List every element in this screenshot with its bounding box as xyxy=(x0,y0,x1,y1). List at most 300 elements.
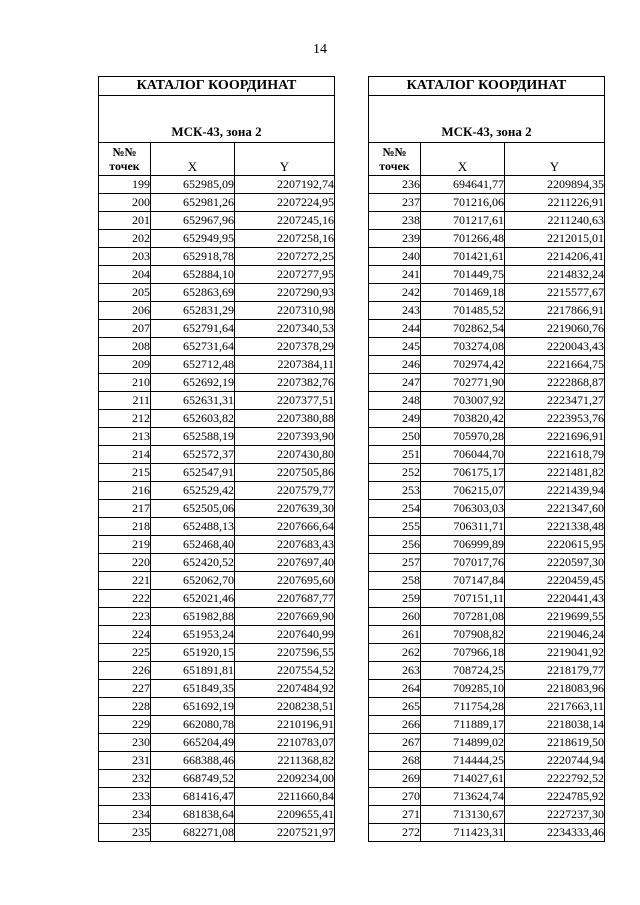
y-coordinate-cell: 2220615,95 xyxy=(505,536,605,554)
table-row xyxy=(99,752,335,770)
point-number-cell: 240 xyxy=(369,248,421,266)
y-coordinate-cell: 2207380,88 xyxy=(235,410,335,428)
header-num-word: точек xyxy=(109,159,140,173)
coordinate-catalog-table-right xyxy=(368,76,605,842)
y-coordinate-cell: 2207192,74 xyxy=(235,176,335,194)
y-coordinate-cell: 2223471,27 xyxy=(505,392,605,410)
y-coordinate-cell: 2207505,86 xyxy=(235,464,335,482)
y-coordinate-cell: 2209234,00 xyxy=(235,770,335,788)
point-number-cell: 220 xyxy=(99,554,151,572)
point-number-cell: 245 xyxy=(369,338,421,356)
table-row xyxy=(369,662,605,680)
y-coordinate-cell: 2207277,95 xyxy=(235,266,335,284)
x-coordinate-cell: 651849,35 xyxy=(151,680,235,698)
x-coordinate-cell: 652981,26 xyxy=(151,194,235,212)
table-row xyxy=(99,608,335,626)
x-coordinate-cell: 652547,91 xyxy=(151,464,235,482)
point-number-cell: 238 xyxy=(369,212,421,230)
y-coordinate-cell: 2207272,25 xyxy=(235,248,335,266)
table-row xyxy=(369,464,605,482)
x-coordinate-cell: 706044,70 xyxy=(421,446,505,464)
header-num-symbol: №№ xyxy=(112,145,137,159)
point-number-cell: 239 xyxy=(369,230,421,248)
y-coordinate-cell: 2218619,50 xyxy=(505,734,605,752)
point-number-cell: 206 xyxy=(99,302,151,320)
y-coordinate-cell: 2207258,16 xyxy=(235,230,335,248)
x-coordinate-cell: 711423,31 xyxy=(421,824,505,842)
table-row xyxy=(99,482,335,500)
table-row xyxy=(369,266,605,284)
y-coordinate-cell: 2209894,35 xyxy=(505,176,605,194)
table-row xyxy=(369,752,605,770)
x-coordinate-cell: 701485,52 xyxy=(421,302,505,320)
table-row xyxy=(99,662,335,680)
x-coordinate-cell: 707017,76 xyxy=(421,554,505,572)
page-number: 14 xyxy=(313,42,327,57)
table-row xyxy=(369,644,605,662)
table-row xyxy=(99,446,335,464)
x-coordinate-cell: 706311,71 xyxy=(421,518,505,536)
x-coordinate-cell: 681416,47 xyxy=(151,788,235,806)
point-number-cell: 218 xyxy=(99,518,151,536)
x-coordinate-cell: 694641,77 xyxy=(421,176,505,194)
point-number-cell: 226 xyxy=(99,662,151,680)
y-coordinate-cell: 2207224,95 xyxy=(235,194,335,212)
catalog-title: КАТАЛОГ КООРДИНАТ xyxy=(369,77,605,96)
x-coordinate-cell: 651953,24 xyxy=(151,626,235,644)
y-coordinate-cell: 2207384,11 xyxy=(235,356,335,374)
point-number-cell: 234 xyxy=(99,806,151,824)
table-row xyxy=(99,716,335,734)
table-row xyxy=(369,320,605,338)
x-coordinate-cell: 714027,61 xyxy=(421,770,505,788)
y-coordinate-cell: 2207554,52 xyxy=(235,662,335,680)
table-row xyxy=(369,680,605,698)
x-coordinate-cell: 652468,40 xyxy=(151,536,235,554)
point-number-cell: 199 xyxy=(99,176,151,194)
x-coordinate-cell: 651891,81 xyxy=(151,662,235,680)
table-row xyxy=(369,482,605,500)
x-coordinate-cell: 652731,64 xyxy=(151,338,235,356)
y-coordinate-cell: 2211240,63 xyxy=(505,212,605,230)
point-number-cell: 208 xyxy=(99,338,151,356)
table-row xyxy=(99,428,335,446)
point-number-cell: 232 xyxy=(99,770,151,788)
y-coordinate-cell: 2221338,48 xyxy=(505,518,605,536)
point-number-cell: 236 xyxy=(369,176,421,194)
coordinate-system-label: МСК-43, зона 2 xyxy=(369,96,605,143)
point-number-cell: 242 xyxy=(369,284,421,302)
table-row xyxy=(369,194,605,212)
y-coordinate-cell: 2220459,45 xyxy=(505,572,605,590)
table-row xyxy=(369,212,605,230)
table-row xyxy=(369,572,605,590)
y-coordinate-cell: 2207640,99 xyxy=(235,626,335,644)
table-row xyxy=(369,302,605,320)
point-number-cell: 270 xyxy=(369,788,421,806)
y-coordinate-cell: 2207669,90 xyxy=(235,608,335,626)
y-coordinate-cell: 2207382,76 xyxy=(235,374,335,392)
x-coordinate-cell: 652985,09 xyxy=(151,176,235,194)
table-row xyxy=(369,824,605,842)
point-number-cell: 230 xyxy=(99,734,151,752)
x-coordinate-cell: 706215,07 xyxy=(421,482,505,500)
y-coordinate-cell: 2207393,90 xyxy=(235,428,335,446)
x-coordinate-cell: 652062,70 xyxy=(151,572,235,590)
point-number-cell: 216 xyxy=(99,482,151,500)
x-coordinate-cell: 714899,02 xyxy=(421,734,505,752)
point-number-cell: 200 xyxy=(99,194,151,212)
point-number-cell: 264 xyxy=(369,680,421,698)
x-coordinate-cell: 707908,82 xyxy=(421,626,505,644)
y-coordinate-cell: 2218083,96 xyxy=(505,680,605,698)
y-coordinate-cell: 2227237,30 xyxy=(505,806,605,824)
point-number-cell: 233 xyxy=(99,788,151,806)
x-coordinate-cell: 652831,29 xyxy=(151,302,235,320)
y-coordinate-cell: 2210783,07 xyxy=(235,734,335,752)
table-row xyxy=(99,302,335,320)
y-coordinate-cell: 2220597,30 xyxy=(505,554,605,572)
point-number-cell: 204 xyxy=(99,266,151,284)
point-number-cell: 205 xyxy=(99,284,151,302)
table-row xyxy=(99,500,335,518)
y-coordinate-cell: 2207377,51 xyxy=(235,392,335,410)
y-coordinate-cell: 2211368,82 xyxy=(235,752,335,770)
y-coordinate-cell: 2217866,91 xyxy=(505,302,605,320)
x-coordinate-cell: 711754,28 xyxy=(421,698,505,716)
table-row xyxy=(99,554,335,572)
point-number-cell: 252 xyxy=(369,464,421,482)
point-number-cell: 207 xyxy=(99,320,151,338)
point-number-cell: 225 xyxy=(99,644,151,662)
x-coordinate-cell: 668388,46 xyxy=(151,752,235,770)
y-coordinate-cell: 2207666,64 xyxy=(235,518,335,536)
y-coordinate-cell: 2207378,29 xyxy=(235,338,335,356)
point-number-cell: 241 xyxy=(369,266,421,284)
x-coordinate-cell: 651920,15 xyxy=(151,644,235,662)
x-coordinate-cell: 681838,64 xyxy=(151,806,235,824)
x-coordinate-cell: 702771,90 xyxy=(421,374,505,392)
x-coordinate-cell: 652505,06 xyxy=(151,500,235,518)
x-coordinate-cell: 652631,31 xyxy=(151,392,235,410)
x-coordinate-cell: 652529,42 xyxy=(151,482,235,500)
point-number-cell: 227 xyxy=(99,680,151,698)
point-number-cell: 243 xyxy=(369,302,421,320)
point-number-cell: 253 xyxy=(369,482,421,500)
point-number-cell: 212 xyxy=(99,410,151,428)
point-number-cell: 262 xyxy=(369,644,421,662)
y-coordinate-cell: 2220744,94 xyxy=(505,752,605,770)
y-coordinate-cell: 2221481,82 xyxy=(505,464,605,482)
y-coordinate-cell: 2221696,91 xyxy=(505,428,605,446)
y-coordinate-cell: 2207245,16 xyxy=(235,212,335,230)
y-coordinate-cell: 2211226,91 xyxy=(505,194,605,212)
table-row xyxy=(99,374,335,392)
x-coordinate-cell: 706999,89 xyxy=(421,536,505,554)
table-row xyxy=(99,734,335,752)
point-number-cell: 250 xyxy=(369,428,421,446)
x-coordinate-cell: 651982,88 xyxy=(151,608,235,626)
table-row xyxy=(369,374,605,392)
y-coordinate-cell: 2207290,93 xyxy=(235,284,335,302)
table-row xyxy=(99,788,335,806)
header-num-symbol: №№ xyxy=(382,145,407,159)
header-num-word: точек xyxy=(379,159,410,173)
point-number-cell: 219 xyxy=(99,536,151,554)
x-coordinate-cell: 652692,19 xyxy=(151,374,235,392)
y-coordinate-cell: 2214832,24 xyxy=(505,266,605,284)
table-row xyxy=(369,698,605,716)
point-number-cell: 247 xyxy=(369,374,421,392)
x-coordinate-cell: 701421,61 xyxy=(421,248,505,266)
x-coordinate-cell: 652021,46 xyxy=(151,590,235,608)
table-row xyxy=(99,248,335,266)
y-coordinate-cell: 2210196,91 xyxy=(235,716,335,734)
point-number-cell: 257 xyxy=(369,554,421,572)
point-number-cell: 201 xyxy=(99,212,151,230)
x-coordinate-cell: 662080,78 xyxy=(151,716,235,734)
table-row xyxy=(369,590,605,608)
y-coordinate-cell: 2217663,11 xyxy=(505,698,605,716)
x-coordinate-cell: 713624,74 xyxy=(421,788,505,806)
point-number-cell: 203 xyxy=(99,248,151,266)
point-number-cell: 224 xyxy=(99,626,151,644)
table-row xyxy=(99,698,335,716)
point-number-cell: 237 xyxy=(369,194,421,212)
y-coordinate-cell: 2222868,87 xyxy=(505,374,605,392)
x-coordinate-cell: 707151,11 xyxy=(421,590,505,608)
point-number-cell: 256 xyxy=(369,536,421,554)
y-coordinate-cell: 2220441,43 xyxy=(505,590,605,608)
x-coordinate-cell: 682271,08 xyxy=(151,824,235,842)
x-coordinate-cell: 652712,48 xyxy=(151,356,235,374)
point-number-cell: 258 xyxy=(369,572,421,590)
y-coordinate-cell: 2221439,94 xyxy=(505,482,605,500)
point-number-cell: 228 xyxy=(99,698,151,716)
table-row xyxy=(369,518,605,536)
table-row xyxy=(99,644,335,662)
table-row xyxy=(99,392,335,410)
x-coordinate-cell: 707966,18 xyxy=(421,644,505,662)
table-row xyxy=(99,572,335,590)
table-row xyxy=(369,284,605,302)
x-coordinate-cell: 703820,42 xyxy=(421,410,505,428)
point-number-cell: 246 xyxy=(369,356,421,374)
point-number-cell: 261 xyxy=(369,626,421,644)
x-coordinate-cell: 701216,06 xyxy=(421,194,505,212)
y-coordinate-cell: 2219699,55 xyxy=(505,608,605,626)
y-coordinate-cell: 2214206,41 xyxy=(505,248,605,266)
table-row xyxy=(99,680,335,698)
y-coordinate-cell: 2207340,53 xyxy=(235,320,335,338)
point-number-cell: 229 xyxy=(99,716,151,734)
y-coordinate-cell: 2207687,77 xyxy=(235,590,335,608)
column-header-point-number xyxy=(99,143,151,176)
point-number-cell: 251 xyxy=(369,446,421,464)
point-number-cell: 269 xyxy=(369,770,421,788)
y-coordinate-cell: 2207596,55 xyxy=(235,644,335,662)
point-number-cell: 210 xyxy=(99,374,151,392)
x-coordinate-cell: 652949,95 xyxy=(151,230,235,248)
point-number-cell: 255 xyxy=(369,518,421,536)
table-row xyxy=(99,410,335,428)
table-row xyxy=(369,734,605,752)
table-row xyxy=(369,500,605,518)
y-coordinate-cell: 2221664,75 xyxy=(505,356,605,374)
x-coordinate-cell: 652420,52 xyxy=(151,554,235,572)
table-row xyxy=(99,518,335,536)
point-number-cell: 272 xyxy=(369,824,421,842)
y-coordinate-cell: 2209655,41 xyxy=(235,806,335,824)
point-number-cell: 215 xyxy=(99,464,151,482)
column-header-x: X xyxy=(421,143,505,176)
x-coordinate-cell: 701449,75 xyxy=(421,266,505,284)
point-number-cell: 209 xyxy=(99,356,151,374)
table-row xyxy=(99,770,335,788)
y-coordinate-cell: 2207683,43 xyxy=(235,536,335,554)
x-coordinate-cell: 652603,82 xyxy=(151,410,235,428)
x-coordinate-cell: 702974,42 xyxy=(421,356,505,374)
point-number-cell: 244 xyxy=(369,320,421,338)
x-coordinate-cell: 652588,19 xyxy=(151,428,235,446)
table-row xyxy=(99,464,335,482)
x-coordinate-cell: 701217,61 xyxy=(421,212,505,230)
point-number-cell: 223 xyxy=(99,608,151,626)
y-coordinate-cell: 2221347,60 xyxy=(505,500,605,518)
table-row xyxy=(369,716,605,734)
x-coordinate-cell: 652488,13 xyxy=(151,518,235,536)
y-coordinate-cell: 2207310,98 xyxy=(235,302,335,320)
table-row xyxy=(369,248,605,266)
table-row xyxy=(99,536,335,554)
table-row xyxy=(369,392,605,410)
x-coordinate-cell: 665204,49 xyxy=(151,734,235,752)
table-row xyxy=(99,806,335,824)
point-number-cell: 214 xyxy=(99,446,151,464)
table-row xyxy=(369,554,605,572)
table-row xyxy=(369,788,605,806)
x-coordinate-cell: 711889,17 xyxy=(421,716,505,734)
x-coordinate-cell: 705970,28 xyxy=(421,428,505,446)
x-coordinate-cell: 668749,52 xyxy=(151,770,235,788)
point-number-cell: 217 xyxy=(99,500,151,518)
table-row xyxy=(99,356,335,374)
x-coordinate-cell: 703274,08 xyxy=(421,338,505,356)
table-row xyxy=(369,446,605,464)
point-number-cell: 260 xyxy=(369,608,421,626)
table-row xyxy=(369,230,605,248)
point-number-cell: 254 xyxy=(369,500,421,518)
column-header-point-number xyxy=(369,143,421,176)
y-coordinate-cell: 2219041,92 xyxy=(505,644,605,662)
x-coordinate-cell: 714444,25 xyxy=(421,752,505,770)
x-coordinate-cell: 651692,19 xyxy=(151,698,235,716)
y-coordinate-cell: 2211660,84 xyxy=(235,788,335,806)
point-number-cell: 267 xyxy=(369,734,421,752)
point-number-cell: 248 xyxy=(369,392,421,410)
x-coordinate-cell: 702862,54 xyxy=(421,320,505,338)
x-coordinate-cell: 713130,67 xyxy=(421,806,505,824)
table-row xyxy=(99,824,335,842)
x-coordinate-cell: 652967,96 xyxy=(151,212,235,230)
y-coordinate-cell: 2224785,92 xyxy=(505,788,605,806)
point-number-cell: 221 xyxy=(99,572,151,590)
y-coordinate-cell: 2219046,24 xyxy=(505,626,605,644)
point-number-cell: 259 xyxy=(369,590,421,608)
y-coordinate-cell: 2215577,67 xyxy=(505,284,605,302)
x-coordinate-cell: 652791,64 xyxy=(151,320,235,338)
table-row xyxy=(99,590,335,608)
x-coordinate-cell: 706175,17 xyxy=(421,464,505,482)
column-header-y: Y xyxy=(235,143,335,176)
x-coordinate-cell: 707281,08 xyxy=(421,608,505,626)
point-number-cell: 213 xyxy=(99,428,151,446)
table-row xyxy=(99,194,335,212)
y-coordinate-cell: 2218038,14 xyxy=(505,716,605,734)
point-number-cell: 263 xyxy=(369,662,421,680)
x-coordinate-cell: 708724,25 xyxy=(421,662,505,680)
point-number-cell: 265 xyxy=(369,698,421,716)
y-coordinate-cell: 2208238,51 xyxy=(235,698,335,716)
point-number-cell: 235 xyxy=(99,824,151,842)
column-header-x: X xyxy=(151,143,235,176)
x-coordinate-cell: 701266,48 xyxy=(421,230,505,248)
x-coordinate-cell: 703007,92 xyxy=(421,392,505,410)
table-row xyxy=(99,266,335,284)
x-coordinate-cell: 652863,69 xyxy=(151,284,235,302)
table-row xyxy=(99,320,335,338)
table-row xyxy=(99,176,335,194)
point-number-cell: 202 xyxy=(99,230,151,248)
y-coordinate-cell: 2212015,01 xyxy=(505,230,605,248)
column-header-y: Y xyxy=(505,143,605,176)
point-number-cell: 211 xyxy=(99,392,151,410)
table-row xyxy=(369,608,605,626)
y-coordinate-cell: 2207579,77 xyxy=(235,482,335,500)
y-coordinate-cell: 2221618,79 xyxy=(505,446,605,464)
x-coordinate-cell: 652884,10 xyxy=(151,266,235,284)
y-coordinate-cell: 2207639,30 xyxy=(235,500,335,518)
table-row xyxy=(99,284,335,302)
table-row xyxy=(99,212,335,230)
table-row xyxy=(369,536,605,554)
y-coordinate-cell: 2207697,40 xyxy=(235,554,335,572)
point-number-cell: 249 xyxy=(369,410,421,428)
table-row xyxy=(369,338,605,356)
y-coordinate-cell: 2222792,52 xyxy=(505,770,605,788)
table-row xyxy=(99,626,335,644)
point-number-cell: 268 xyxy=(369,752,421,770)
x-coordinate-cell: 701469,18 xyxy=(421,284,505,302)
table-row xyxy=(369,428,605,446)
y-coordinate-cell: 2219060,76 xyxy=(505,320,605,338)
table-row xyxy=(369,410,605,428)
table-row xyxy=(369,806,605,824)
x-coordinate-cell: 707147,84 xyxy=(421,572,505,590)
y-coordinate-cell: 2207695,60 xyxy=(235,572,335,590)
table-row xyxy=(369,770,605,788)
catalog-title: КАТАЛОГ КООРДИНАТ xyxy=(99,77,335,96)
y-coordinate-cell: 2220043,43 xyxy=(505,338,605,356)
x-coordinate-cell: 706303,03 xyxy=(421,500,505,518)
table-row xyxy=(369,176,605,194)
y-coordinate-cell: 2207521,97 xyxy=(235,824,335,842)
y-coordinate-cell: 2207484,92 xyxy=(235,680,335,698)
point-number-cell: 271 xyxy=(369,806,421,824)
coordinate-system-label: МСК-43, зона 2 xyxy=(99,96,335,143)
point-number-cell: 222 xyxy=(99,590,151,608)
y-coordinate-cell: 2207430,80 xyxy=(235,446,335,464)
